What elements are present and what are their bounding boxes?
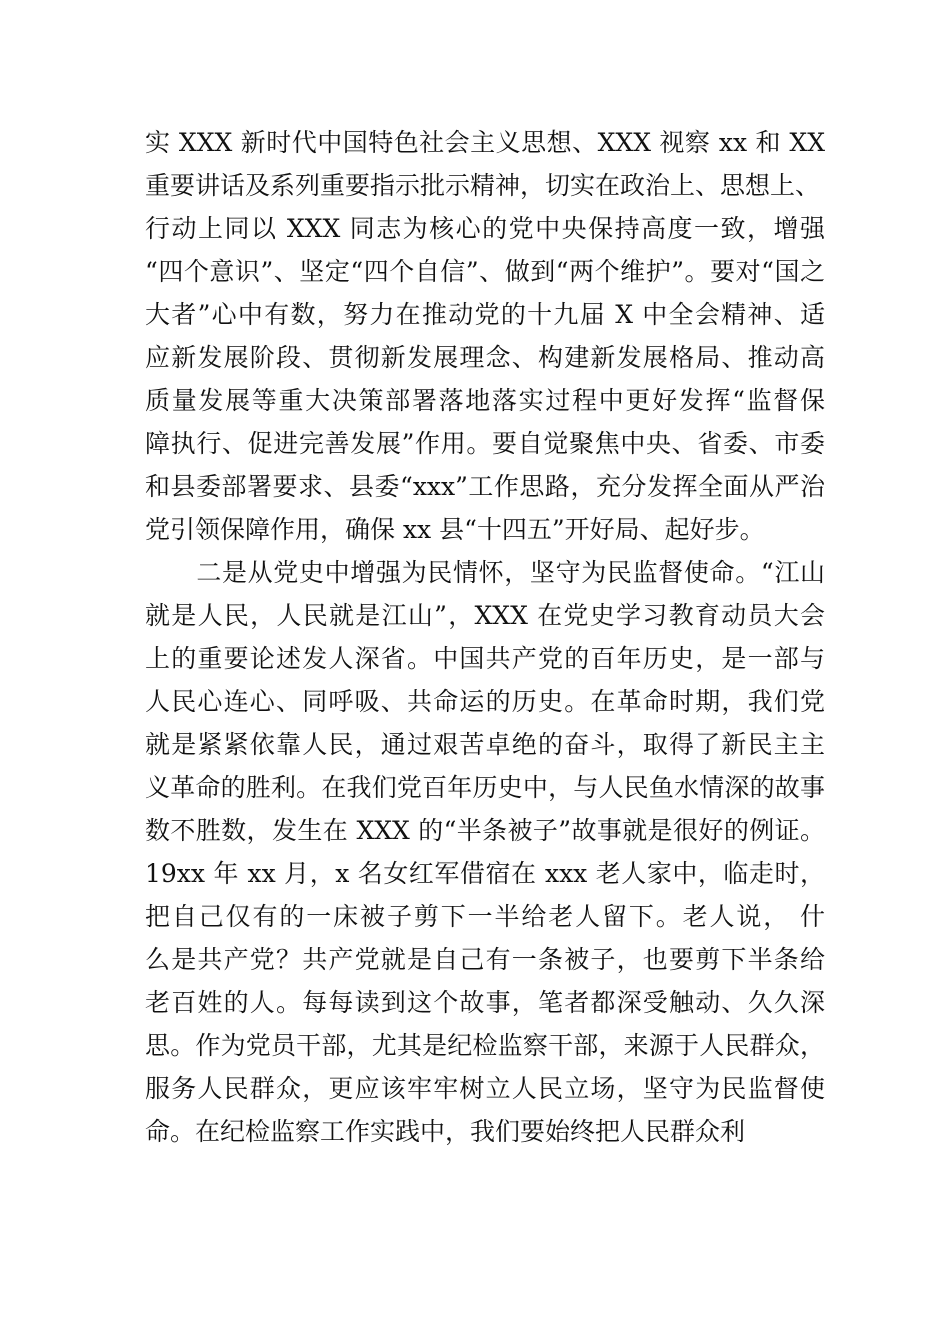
text-line: 数不胜数，发生在 XXX 的“半条被子”故事就是很好的例证。	[145, 816, 825, 845]
text-line: 老百姓的人。每每读到这个故事，笔者都深受触动、久久深	[145, 988, 825, 1017]
text-line: 上的重要论述发人深省。中国共产党的百年历史，是一部与	[145, 644, 825, 673]
text-line: 命。在纪检监察工作实践中，我们要始终把人民群众利	[145, 1117, 746, 1146]
text-line: 和县委部署要求、县委“xxx”工作思路，充分发挥全面从严治	[145, 472, 825, 501]
text-line: 重要讲话及系列重要指示批示精神，切实在政治上、思想上、	[145, 171, 821, 200]
text-line: 么是共产党？共产党就是自己有一条被子，也要剪下半条给	[145, 945, 825, 974]
text-line: 党引领保障作用，确保 xx 县“十四五”开好局、起好步。	[145, 515, 765, 544]
text-line: 把自己仅有的一床被子剪下一半给老人留下。老人说， 什	[145, 902, 825, 931]
text-line: 行动上同以 XXX 同志为核心的党中央保持高度一致，增强	[145, 214, 825, 243]
text-line: 人民心连心、同呼吸、共命运的历史。在革命时期，我们党	[145, 687, 825, 716]
text-line: 质量发展等重大决策部署落地落实过程中更好发挥“监督保	[145, 386, 825, 415]
text-line: 障执行、促进完善发展”作用。要自觉聚焦中央、省委、市委	[145, 429, 825, 458]
text-line: 思。作为党员干部，尤其是纪检监察干部，来源于人民群众，	[145, 1031, 825, 1060]
text-line: “四个意识”、坚定“四个自信”、做到“两个维护”。要对“国之	[145, 257, 825, 286]
text-line: 就是紧紧依靠人民，通过艰苦卓绝的奋斗，取得了新民主主	[145, 730, 825, 759]
body-text	[145, 121, 825, 1153]
text-line: 义革命的胜利。在我们党百年历史中，与人民鱼水情深的故事	[145, 773, 825, 802]
text-line: 就是人民，人民就是江山”，XXX 在党史学习教育动员大会	[145, 601, 825, 630]
text-line: 应新发展阶段、贯彻新发展理念、构建新发展格局、推动高	[145, 343, 825, 372]
paragraph-start-line: 二是从党史中增强为民情怀，坚守为民监督使命。“江山	[145, 558, 825, 587]
text-line: 实 XXX 新时代中国特色社会主义思想、XXX 视察 xx 和 XX	[145, 128, 825, 157]
text-line: 大者”心中有数，努力在推动党的十九届 X 中全会精神、适	[145, 300, 825, 329]
text-line: 19xx 年 xx 月，x 名女红军借宿在 xxx 老人家中，临走时，	[145, 859, 825, 888]
text-line: 服务人民群众，更应该牢牢树立人民立场，坚守为民监督使	[145, 1074, 825, 1103]
